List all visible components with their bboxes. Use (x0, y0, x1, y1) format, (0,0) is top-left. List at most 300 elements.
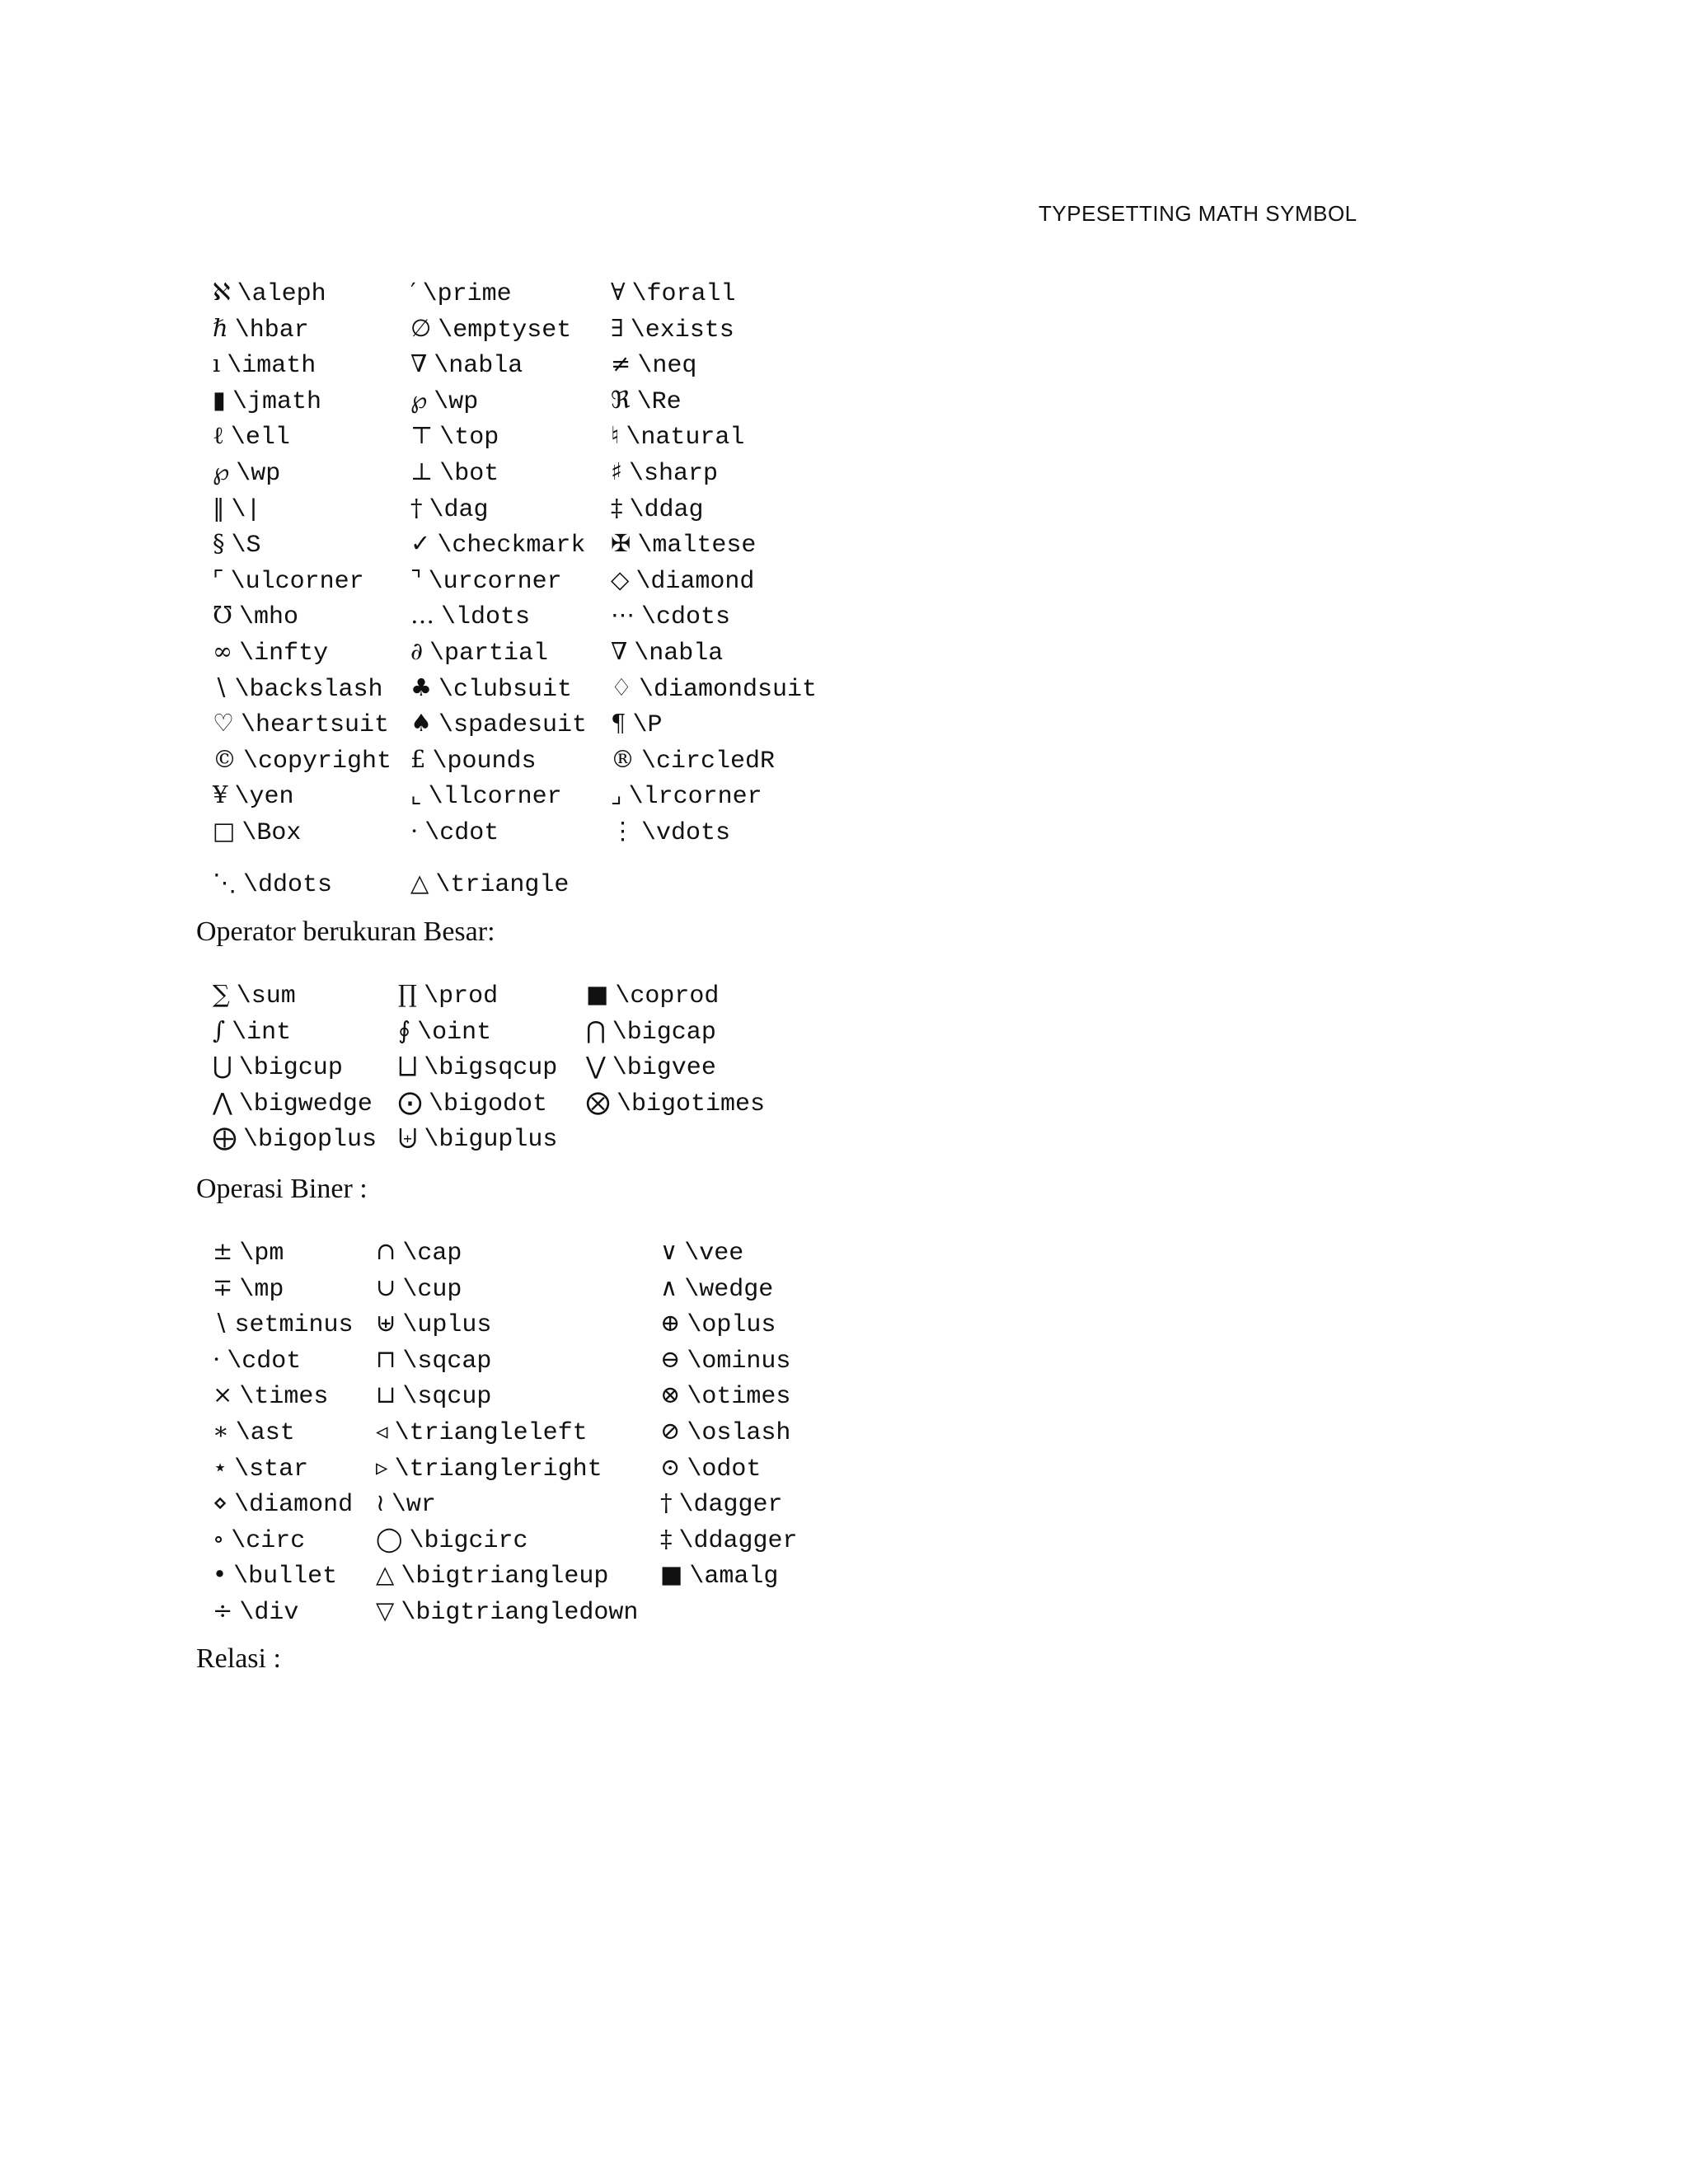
math-symbol: ∑ (213, 980, 230, 1008)
math-symbol: ℓ (213, 421, 224, 450)
symbol-entry (213, 1596, 376, 1627)
symbol-entry (213, 493, 410, 524)
math-symbol: ⨂ (586, 1087, 610, 1116)
latex-command: \Re (636, 387, 682, 416)
math-symbol: ▮ (213, 385, 226, 414)
latex-command: \clubsuit (438, 675, 573, 704)
latex-command: \vdots (641, 818, 731, 847)
symbol-row (213, 349, 817, 388)
symbol-entry (611, 313, 734, 344)
latex-command: \ddag (629, 495, 704, 524)
running-head: TYPESETTING MATH SYMBOL (1039, 201, 1357, 226)
symbol-entry (586, 982, 719, 1009)
symbol-entry (611, 565, 755, 596)
latex-command: \P (632, 711, 663, 740)
math-symbol: ∏ (398, 980, 418, 1008)
latex-command: \Box (241, 818, 302, 847)
symbol-entry (213, 385, 410, 416)
latex-command: \wedge (684, 1275, 774, 1304)
latex-command: \pounds (432, 747, 537, 776)
latex-command: \vee (684, 1240, 744, 1268)
math-symbol: † (410, 493, 423, 522)
math-symbol: · (410, 816, 419, 845)
symbol-row (213, 1054, 765, 1090)
math-symbol: ⋯ (611, 601, 635, 630)
math-symbol: ♢ (611, 673, 632, 701)
binary-operations-title: Operasi Biner : (196, 1174, 368, 1204)
math-symbol: ∖ (213, 1309, 228, 1338)
math-symbol: ✠ (611, 529, 631, 558)
latex-command: \heartsuit (241, 711, 390, 740)
symbol-row (213, 816, 817, 871)
math-symbol: ■ (660, 1560, 683, 1589)
symbol-row (213, 1015, 765, 1055)
latex-command: \sqcap (402, 1347, 492, 1376)
math-symbol: ∓ (213, 1272, 233, 1301)
latex-command: \nabla (434, 352, 523, 381)
latex-command: \wp (434, 387, 479, 416)
math-symbol: ℵ (213, 278, 231, 306)
math-symbol: ℘ (213, 457, 230, 485)
latex-command: \prime (422, 280, 512, 308)
math-symbol: ♡ (213, 709, 234, 738)
math-symbol: ⋆ (213, 1452, 228, 1481)
math-symbol: ⋮ (611, 816, 635, 845)
math-symbol: £ (410, 744, 426, 773)
math-symbol: ∂ (410, 636, 423, 665)
symbol-entry (660, 1524, 798, 1555)
latex-command: \bigotimes (617, 1090, 766, 1118)
math-symbol: ‖ (213, 493, 225, 522)
latex-command: \bigtriangleup (401, 1563, 609, 1591)
latex-command: \jmath (232, 387, 321, 416)
latex-command: \odot (687, 1455, 762, 1483)
latex-command: \circ (231, 1526, 306, 1555)
symbol-entry (213, 1380, 376, 1412)
symbol-entry (213, 1123, 398, 1155)
symbol-row (213, 313, 817, 353)
symbol-entry (611, 385, 682, 416)
symbol-row (213, 636, 817, 676)
latex-command: \ddots (243, 870, 333, 899)
latex-command: \backslash (234, 675, 383, 704)
math-symbol: □ (213, 816, 236, 845)
symbol-entry (213, 1311, 376, 1338)
latex-command: \emptyset (438, 316, 572, 344)
latex-command: \int (232, 1018, 292, 1047)
math-symbol: ⨆ (398, 1052, 418, 1080)
symbol-row (213, 1452, 798, 1492)
symbol-entry (376, 1344, 660, 1376)
symbol-entry (213, 636, 410, 668)
symbol-entry (611, 493, 704, 524)
symbol-entry (398, 1015, 586, 1047)
math-symbol: ⋱ (213, 868, 237, 897)
symbol-row (213, 1237, 798, 1276)
math-symbol: ∇ (611, 636, 628, 665)
symbol-entry (376, 1272, 660, 1304)
latex-command: \yen (234, 783, 294, 812)
math-symbol: ∪ (376, 1272, 396, 1301)
symbol-row (213, 1123, 765, 1162)
symbol-entry (410, 711, 611, 738)
latex-command: \bot (439, 459, 499, 488)
math-symbol: ▹ (376, 1452, 388, 1481)
latex-command: \ominus (687, 1347, 791, 1376)
latex-command: \div (239, 1598, 299, 1627)
symbol-entry (376, 1380, 660, 1412)
latex-command: \oint (417, 1018, 492, 1047)
relations-title: Relasi : (196, 1643, 281, 1674)
symbol-entry (213, 1344, 376, 1376)
symbol-entry (586, 1087, 766, 1118)
symbol-entry (398, 1052, 586, 1083)
large-operators-table (213, 982, 765, 1162)
latex-command: \oslash (687, 1418, 791, 1447)
math-symbol: · (213, 1344, 221, 1373)
symbol-entry (213, 1560, 376, 1591)
latex-command: \nabla (634, 639, 724, 668)
symbol-row (213, 1596, 798, 1635)
math-symbol: ⊙ (660, 1452, 681, 1481)
symbol-entry (611, 711, 662, 738)
math-symbol: ⊘ (660, 1416, 681, 1445)
symbol-entry (213, 421, 410, 452)
math-symbol: ® (611, 744, 635, 773)
math-symbol: © (213, 744, 237, 773)
symbol-entry (410, 529, 611, 560)
symbol-entry (213, 280, 410, 307)
symbol-entry (213, 529, 410, 560)
latex-command: \copyright (243, 747, 392, 776)
symbol-entry (410, 313, 611, 344)
symbol-entry (611, 816, 731, 847)
symbol-entry (376, 1596, 660, 1627)
latex-command: \diamondsuit (639, 675, 818, 704)
latex-command: \oplus (687, 1311, 776, 1340)
symbol-entry (410, 421, 611, 452)
symbol-entry (213, 1488, 376, 1520)
symbol-entry (213, 1272, 376, 1304)
symbol-row (213, 603, 817, 640)
symbol-row (213, 1560, 798, 1599)
symbol-row (213, 711, 817, 748)
symbol-entry (611, 421, 745, 452)
math-symbol: ⌟ (611, 780, 622, 809)
symbol-entry (660, 1344, 791, 1376)
symbol-entry (611, 529, 757, 560)
math-symbol: ⋁ (586, 1052, 606, 1080)
math-symbol: ∘ (213, 1524, 225, 1553)
math-symbol: △ (376, 1560, 395, 1589)
math-symbol: … (410, 601, 434, 630)
latex-command: \| (231, 495, 261, 524)
symbol-entry (398, 1123, 586, 1155)
latex-command: \triangle (435, 870, 570, 899)
math-symbol: ⊔ (376, 1380, 396, 1409)
latex-command: \dagger (678, 1491, 783, 1520)
symbol-entry (376, 1237, 660, 1268)
math-symbol: ∖ (213, 673, 228, 701)
latex-command: \bigtriangledown (401, 1598, 639, 1627)
symbol-entry (376, 1488, 660, 1520)
symbol-entry (410, 636, 611, 668)
latex-command: \triangleleft (394, 1418, 588, 1447)
latex-command: \aleph (237, 280, 326, 308)
latex-command: \ulcorner (230, 567, 364, 596)
symbol-entry (586, 1052, 716, 1083)
symbol-row (213, 1488, 798, 1527)
latex-command: \diamond (635, 567, 755, 596)
math-symbol: ◯ (376, 1524, 403, 1553)
latex-command: \top (439, 424, 499, 452)
latex-command: \ddagger (678, 1526, 798, 1555)
symbol-entry (376, 1416, 660, 1447)
symbol-entry (611, 780, 762, 812)
latex-command: \bigsqcup (424, 1054, 558, 1083)
symbol-row (213, 1524, 798, 1563)
math-symbol: ∇ (410, 349, 428, 378)
latex-command: \lrcorner (628, 783, 762, 812)
symbol-entry (213, 313, 410, 344)
symbol-entry (660, 1272, 774, 1304)
symbol-row (213, 1311, 798, 1347)
math-symbol: ⌝ (410, 565, 422, 593)
symbol-entry (410, 493, 611, 524)
latex-command: \forall (631, 280, 736, 308)
symbol-entry (410, 280, 611, 307)
latex-command: \mp (239, 1275, 284, 1304)
math-symbol: ◃ (376, 1416, 388, 1445)
symbol-entry (410, 868, 611, 899)
math-symbol: ∩ (376, 1237, 396, 1265)
math-symbol: ♮ (611, 421, 620, 450)
latex-command: \bigcap (612, 1018, 716, 1047)
latex-command: setminus (234, 1311, 354, 1340)
math-symbol: ÷ (213, 1596, 233, 1624)
symbol-entry (586, 1015, 716, 1047)
symbol-entry (660, 1311, 776, 1338)
symbol-entry (611, 673, 818, 704)
latex-command: \ldots (441, 603, 531, 632)
symbol-entry (410, 744, 611, 776)
symbol-entry (213, 711, 410, 738)
latex-command: \partial (429, 639, 549, 668)
symbol-row (213, 280, 817, 316)
latex-command: \bigvee (612, 1054, 716, 1083)
math-symbol: ✓ (410, 529, 431, 558)
math-symbol: ⋀ (213, 1087, 232, 1116)
symbol-row (213, 457, 817, 496)
math-symbol: ≀ (376, 1488, 385, 1517)
latex-command: \neq (637, 352, 697, 381)
symbol-entry (213, 982, 398, 1009)
math-symbol: ⊤ (410, 421, 434, 450)
symbol-entry (410, 385, 611, 416)
symbol-row (213, 493, 817, 532)
symbol-row (213, 529, 817, 568)
latex-command: \cup (402, 1275, 462, 1304)
latex-command: \exists (630, 316, 734, 344)
math-symbol: ‡ (611, 493, 623, 522)
symbol-entry (611, 280, 736, 307)
symbol-row (213, 1416, 798, 1455)
symbol-entry (611, 349, 697, 381)
math-symbol: ⨁ (213, 1123, 237, 1152)
latex-command: \times (239, 1383, 329, 1412)
math-symbol: ∗ (213, 1416, 229, 1445)
math-symbol: ≠ (611, 349, 631, 378)
latex-command: \sharp (629, 459, 719, 488)
symbol-row (213, 1344, 798, 1384)
latex-command: \llcorner (428, 783, 562, 812)
math-symbol: ⊎ (376, 1309, 396, 1338)
math-symbol: ∮ (398, 1015, 411, 1044)
math-symbol: • (213, 1560, 227, 1589)
math-symbol: ‡ (660, 1524, 673, 1553)
symbol-entry (213, 816, 410, 847)
symbol-row (213, 673, 818, 712)
latex-command: \ell (230, 424, 290, 452)
large-operators-title: Operator berukuran Besar: (196, 916, 495, 947)
math-symbol: ∀ (611, 278, 626, 306)
latex-command: \bullet (233, 1563, 338, 1591)
symbol-entry (660, 1380, 791, 1412)
symbol-entry (410, 603, 611, 630)
symbol-entry (398, 1087, 586, 1118)
latex-command: \bigodot (429, 1090, 548, 1118)
latex-command: \S (231, 532, 261, 560)
symbol-entry (213, 349, 410, 381)
math-symbol: ¥ (213, 780, 228, 809)
symbol-entry (376, 1452, 660, 1483)
latex-command: \ast (235, 1418, 295, 1447)
latex-command: \urcorner (428, 567, 562, 596)
symbol-entry (611, 457, 719, 488)
math-symbol: ¶ (611, 709, 626, 738)
math-symbol: ⊥ (410, 457, 434, 485)
symbol-entry (660, 1416, 791, 1447)
latex-command: \cdots (641, 603, 731, 632)
symbol-row (213, 780, 817, 819)
latex-command: \mho (239, 603, 299, 632)
symbol-entry (213, 1052, 398, 1083)
symbol-entry (410, 673, 611, 704)
math-symbol: ı (213, 349, 221, 378)
math-symbol: ♯ (611, 457, 623, 485)
latex-command: \bigcup (238, 1054, 343, 1083)
symbol-entry (213, 780, 410, 812)
math-symbol: ♠ (410, 709, 432, 738)
symbol-entry (410, 780, 611, 812)
math-symbol: ⋂ (586, 1015, 606, 1044)
latex-command: \circledR (641, 747, 776, 776)
math-symbol: ± (213, 1237, 233, 1265)
math-symbol: § (213, 529, 225, 558)
symbol-entry (398, 982, 586, 1009)
math-symbol: ⨄ (398, 1123, 418, 1152)
math-symbol: ⋄ (213, 1488, 228, 1517)
latex-command: \amalg (689, 1563, 779, 1591)
math-symbol: ⌜ (213, 565, 224, 593)
latex-command: \imath (227, 352, 316, 381)
symbol-entry (410, 349, 611, 381)
math-symbol: ∨ (660, 1237, 678, 1265)
latex-command: \cdot (424, 818, 499, 847)
math-symbol: ■ (586, 980, 609, 1008)
latex-command: \otimes (687, 1383, 791, 1412)
symbol-entry (213, 457, 410, 488)
symbol-entry (213, 744, 410, 776)
math-symbol: ℘ (410, 385, 428, 414)
math-symbol: ∞ (213, 636, 233, 665)
symbol-entry (410, 457, 611, 488)
symbol-row (213, 982, 765, 1019)
latex-command: \wp (236, 459, 281, 488)
latex-command: \sqcup (402, 1383, 492, 1412)
symbol-row (213, 565, 817, 604)
latex-command: \hbar (234, 316, 309, 344)
symbol-entry (660, 1560, 779, 1591)
latex-command: \biguplus (424, 1126, 558, 1155)
math-symbol: ⊖ (660, 1344, 681, 1373)
symbol-entry (660, 1452, 762, 1483)
math-symbol: ⋃ (213, 1052, 232, 1080)
latex-command: \wr (391, 1491, 436, 1520)
latex-command: \maltese (637, 532, 757, 560)
latex-command: \prod (424, 982, 499, 1010)
math-symbol: ∫ (213, 1015, 226, 1044)
latex-command: \cdot (227, 1347, 302, 1376)
symbol-entry (213, 1237, 376, 1268)
math-symbol: × (213, 1380, 233, 1409)
math-symbol: ∅ (410, 313, 432, 342)
latex-command: \coprod (615, 982, 720, 1010)
symbol-row (213, 1380, 798, 1419)
symbol-entry (611, 744, 776, 776)
math-symbol: ∧ (660, 1272, 678, 1301)
latex-command: \star (234, 1455, 309, 1483)
symbol-entry (376, 1311, 660, 1338)
symbol-entry (213, 1524, 376, 1555)
latex-command: \checkmark (437, 532, 586, 560)
symbol-entry (376, 1560, 660, 1591)
latex-command: \uplus (402, 1311, 492, 1340)
symbol-entry (213, 673, 410, 704)
symbol-entry (213, 868, 410, 899)
math-symbol: † (660, 1488, 673, 1517)
symbol-entry (213, 1087, 398, 1118)
symbol-entry (376, 1524, 660, 1555)
symbol-row (213, 1272, 798, 1312)
math-symbol: ♣ (410, 673, 432, 701)
math-symbol: ℜ (611, 385, 631, 414)
math-symbol: ⊓ (376, 1344, 396, 1373)
latex-command: \bigwedge (238, 1090, 373, 1118)
math-symbol: ▽ (376, 1596, 395, 1624)
symbol-entry (660, 1237, 744, 1268)
latex-command: \pm (239, 1240, 284, 1268)
math-symbol: ◇ (611, 565, 630, 593)
symbol-entry (213, 603, 410, 630)
misc-symbols-table (213, 280, 817, 923)
symbol-row (213, 1087, 766, 1127)
symbol-entry (660, 1488, 783, 1520)
symbol-row (213, 868, 817, 923)
latex-command: \bigoplus (243, 1126, 377, 1155)
symbol-row (213, 385, 817, 424)
symbol-row (213, 421, 817, 460)
